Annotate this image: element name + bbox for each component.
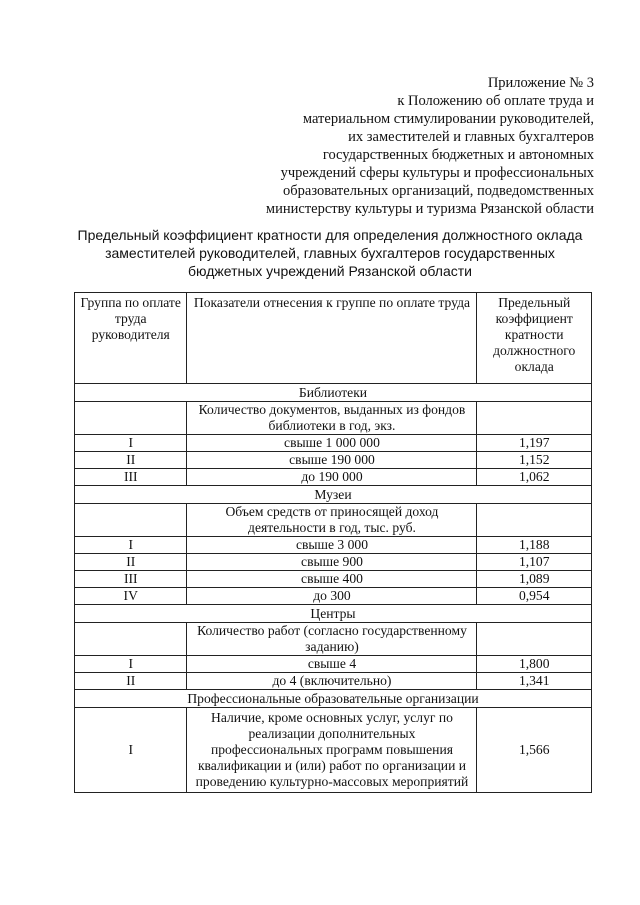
- appendix-line: к Положению об оплате труда и: [397, 93, 594, 109]
- table-row: [75, 554, 592, 571]
- appendix-line: министерству культуры и туризма Рязанской области: [265, 201, 594, 217]
- coef-cell: 1,152: [477, 452, 592, 469]
- group-cell: III: [75, 571, 187, 588]
- group-cell: II: [75, 673, 187, 690]
- table-row: [75, 469, 592, 486]
- group-cell: I: [75, 435, 187, 452]
- header-group: Группа по оплате труда руководителя: [75, 293, 187, 384]
- indicator-cell: свыше 3 000: [187, 537, 477, 554]
- indicator-cell: Наличие, кроме основных услуг, услуг по реализации дополнительных профессиональных программ повышения квалификации и (или) работ по организации и проведению культурно-массовых мероприятий: [187, 708, 477, 793]
- group-cell: IV: [75, 588, 187, 605]
- indicator-cell: свыше 1 000 000: [187, 435, 477, 452]
- table-row: [75, 452, 592, 469]
- empty-cell: [75, 504, 187, 537]
- indicator-cell: свыше 190 000: [187, 452, 477, 469]
- empty-cell: [75, 623, 187, 656]
- coef-cell: 1,800: [477, 656, 592, 673]
- indicator-cell: свыше 400: [187, 571, 477, 588]
- document-title: [70, 226, 590, 280]
- table-row: [75, 571, 592, 588]
- table-header-row: [75, 293, 592, 384]
- appendix-line: образовательных организаций, подведомственных: [283, 183, 594, 199]
- title-line: Предельный коэффициент кратности для определения должностного оклада: [77, 227, 583, 243]
- coef-cell: 1,566: [477, 708, 592, 793]
- indicator-cell: до 4 (включительно): [187, 673, 477, 690]
- section-museums: Музеи: [75, 486, 592, 504]
- indicator-cell: свыше 900: [187, 554, 477, 571]
- indicator-cell: до 190 000: [187, 469, 477, 486]
- section-centers: Центры: [75, 605, 592, 623]
- coef-cell: 1,062: [477, 469, 592, 486]
- title-line: бюджетных учреждений Рязанской области: [188, 263, 472, 279]
- appendix-line: учреждений сферы культуры и профессиональных: [280, 165, 594, 181]
- coef-cell: 1,197: [477, 435, 592, 452]
- header-indicators: Показатели отнесения к группе по оплате труда: [187, 293, 477, 384]
- table-row: [75, 673, 592, 690]
- table-row: [75, 435, 592, 452]
- table-row: [75, 708, 592, 793]
- section-criterion: Количество работ (согласно государственному заданию): [187, 623, 477, 656]
- coef-cell: 1,188: [477, 537, 592, 554]
- appendix-line: материальном стимулировании руководителей,: [302, 111, 594, 127]
- coefficient-table: [74, 292, 592, 793]
- coef-cell: 1,107: [477, 554, 592, 571]
- coef-cell: 1,089: [477, 571, 592, 588]
- group-cell: III: [75, 469, 187, 486]
- title-line: заместителей руководителей, главных бухгалтеров государственных: [105, 245, 555, 261]
- table-row: [75, 656, 592, 673]
- empty-cell: [477, 402, 592, 435]
- indicator-cell: до 300: [187, 588, 477, 605]
- group-cell: I: [75, 537, 187, 554]
- empty-cell: [75, 402, 187, 435]
- coef-cell: 0,954: [477, 588, 592, 605]
- section-criterion: Объем средств от приносящей доход деятельности в год, тыс. руб.: [187, 504, 477, 537]
- header-coef: Предельный коэффициент кратности должностного оклада: [477, 293, 592, 384]
- table-row: [75, 537, 592, 554]
- appendix-line: Приложение № 3: [487, 75, 594, 91]
- appendix-line: государственных бюджетных и автономных: [322, 147, 594, 163]
- indicator-cell: свыше 4: [187, 656, 477, 673]
- appendix-line: их заместителей и главных бухгалтеров: [348, 129, 594, 145]
- empty-cell: [477, 623, 592, 656]
- section-libraries: Библиотеки: [75, 384, 592, 402]
- table-row: [75, 588, 592, 605]
- section-professional-orgs: Профессиональные образовательные организации: [75, 690, 592, 708]
- empty-cell: [477, 504, 592, 537]
- group-cell: II: [75, 452, 187, 469]
- coef-cell: 1,341: [477, 673, 592, 690]
- group-cell: I: [75, 708, 187, 793]
- section-criterion: Количество документов, выданных из фондов библиотеки в год, экз.: [187, 402, 477, 435]
- group-cell: II: [75, 554, 187, 571]
- appendix-header: [134, 74, 594, 218]
- group-cell: I: [75, 656, 187, 673]
